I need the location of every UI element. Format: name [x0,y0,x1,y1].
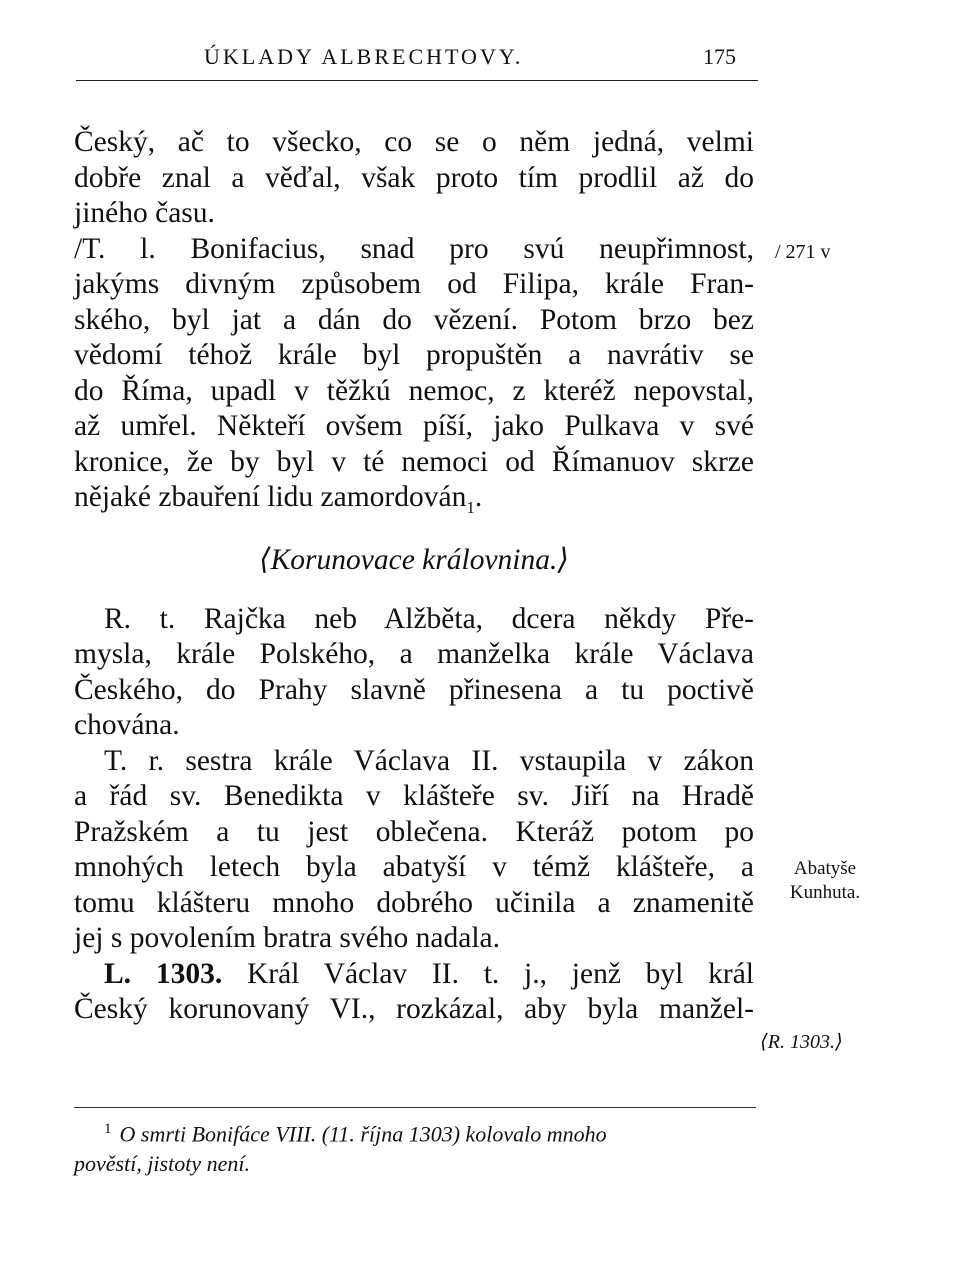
margin-note-line: Kunhuta. [789,882,861,903]
text-line: tomu klášteru mnoho dobrého učinila a znamenitě [74,886,754,919]
text-line: až umřel. Někteří ovšem píší, jako Pulkava v své [74,410,754,442]
text-line: ského, byl jat a dán do vězení. Potom brzo bez [74,303,754,336]
text-line: do Říma, upadl v těžkú nemoc, z kteréž nepovstal, [74,374,754,407]
text-line: Českého, do Prahy slavně přinesena a tu poctivě [74,673,754,706]
footnote [74,1114,754,1179]
text-fragment: Král Václav II. t. j., jenž byl král [246,957,755,990]
text-line: R. t. Rajčka neb Alžběta, dcera někdy Pře- [104,602,754,635]
header-rule [76,80,758,81]
text-line: jej s povolením bratra svého nadala. [74,922,500,954]
page-number: 175 [703,44,736,69]
body-text [74,125,754,1028]
folio-margin-note: / 271 v [775,241,831,263]
year-marker: L. 1303. [104,957,223,990]
text-line [74,480,754,516]
margin-note-line: Abatyše [793,858,857,879]
footnote-rule [74,1107,756,1108]
text-line: kronice, že by byl v té nemoci od Římanuov skrze [74,445,754,478]
text-fragment: nějaké zbauření lidu zamordován [74,481,467,513]
footnote-line: pověstí, jistoty není. [74,1151,250,1177]
text-line: Český korunovaný VI., rozkázal, aby byla manžel- [74,993,754,1025]
text-line: Český, ač to všecko, co se o něm jedná, velmi [74,126,754,158]
running-title: ÚKLADY ALBRECHTOVY. [204,44,524,69]
text-line: vědomí téhož krále byl propuštěn a navrátiv se [74,339,754,371]
abbess-margin-note [770,857,880,905]
text-line: T. r. sestra krále Václava II. vstaupila v zákon [104,744,754,777]
text-line: mysla, krále Polského, a manželka krále Václava [74,638,754,670]
text-line: Pražském a tu jest oblečena. Kteráž potom po [74,815,754,848]
footnote-mark: 1 [104,1121,112,1137]
text-line [74,957,754,993]
page-header [76,38,758,78]
text-line: jiného času. [74,197,215,229]
text-fragment: . [474,481,483,513]
section-heading: ⟨Korunovace královnina.⟩ [259,543,569,576]
text-line: jakýms divným způsobem od Filipa, krále Fran- [74,268,754,300]
year-margin-note: ⟨R. 1303.⟩ [760,1031,843,1053]
footnote-line [74,1114,754,1149]
text-line: mnohých letech byla abatyší v témž klášteře, a [74,851,754,883]
text-line: a řád sv. Benedikta v klášteře sv. Jiří na Hradě [74,780,754,812]
text-line: dobře znal a věďal, však proto tím prodlil až do [74,161,754,194]
footnote-text: O smrti Bonifáce VIII. (11. října 1303) kolovalo mnoho [119,1121,607,1147]
text-line: chována. [74,709,180,741]
footnote-reference[interactable]: 1 [466,497,475,517]
text-line: /T. l. Bonifacius, snad pro svú neupřimnost, [74,232,754,265]
